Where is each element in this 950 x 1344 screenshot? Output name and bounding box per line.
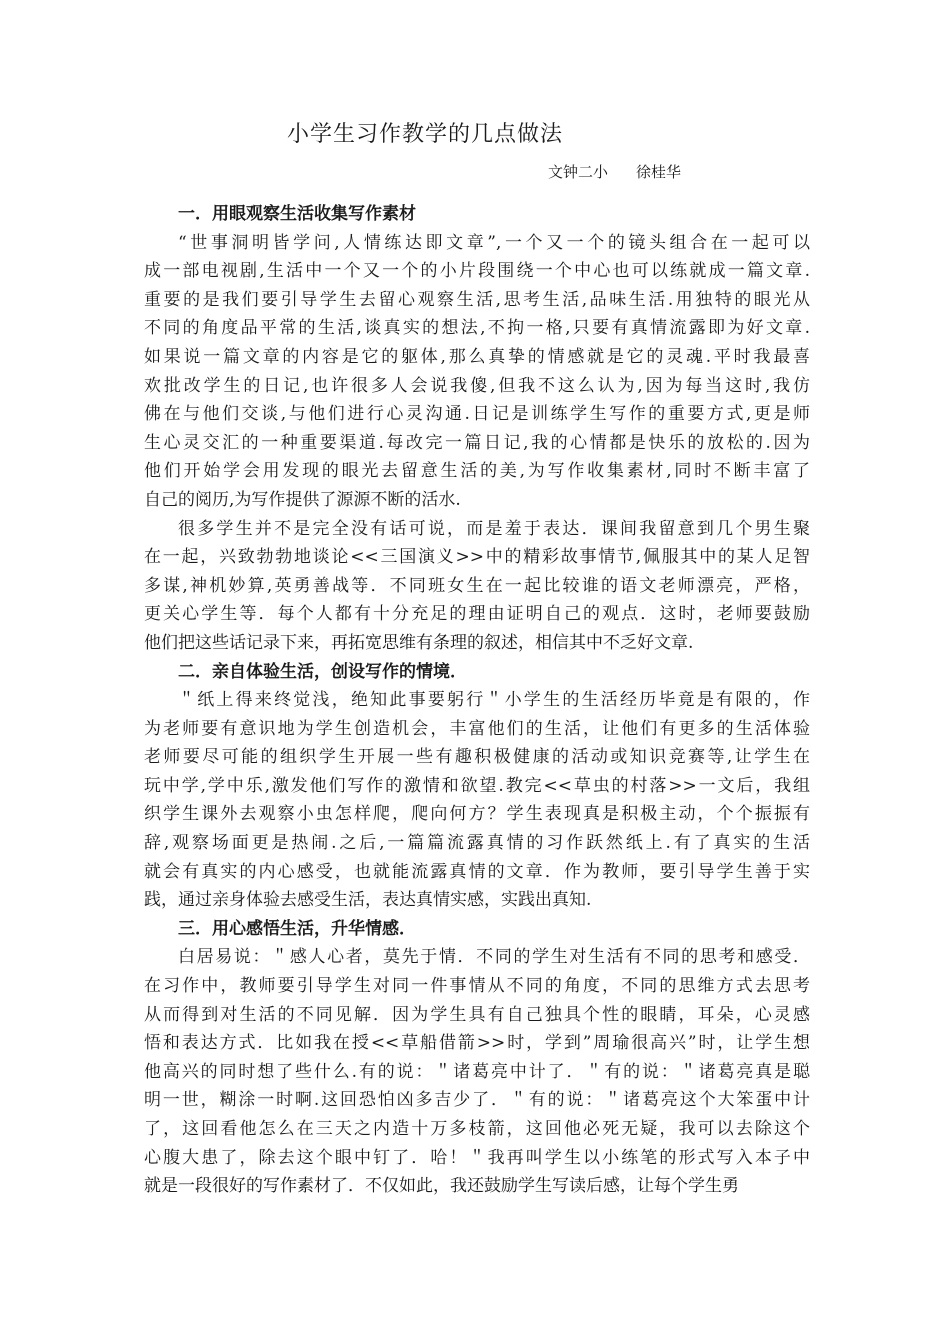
paragraph-line: 辞,观察场面更是热闹.之后,一篇篇流露真情的习作跃然纸上.有了真实的生活 <box>144 833 810 854</box>
paragraph-line: 在一起，兴致勃勃地谈论<<三国演义>>中的精彩故事情节,佩服其中的某人足智 <box>144 547 810 568</box>
paragraph-line: 玩中学,学中乐,激发他们写作的激情和欲望.教完<<草虫的村落>>一文后，我组 <box>144 775 810 796</box>
document-title: 小学生习作教学的几点做法 <box>287 122 564 147</box>
paragraph-line: 生心灵交汇的一种重要渠道.每改完一篇日记,我的心情都是快乐的放松的.因为 <box>144 432 810 453</box>
paragraph-line: 他们开始学会用发现的眼光去留意生活的美,为写作收集素材,同时不断丰富了 <box>144 461 810 482</box>
paragraph-line: 就会有真实的内心感受，也就能流露真情的文章．作为教师，要引导学生善于实 <box>144 861 810 882</box>
paragraph-line: ＂纸上得来终觉浅，绝知此事要躬行＂小学生的生活经历毕竟是有限的，作 <box>178 690 810 711</box>
paragraph-line: 欢批改学生的日记,也许很多人会说我傻,但我不这么认为,因为每当这时,我仿 <box>144 375 810 396</box>
paragraph-line: 如果说一篇文章的内容是它的躯体,那么真挚的情感就是它的灵魂.平时我最喜 <box>144 346 810 367</box>
byline <box>548 160 681 184</box>
paragraph-line: 他们把这些话记录下来，再拓宽思维有条理的叙述，相信其中不乏好文章. <box>144 632 694 653</box>
section-heading: 三．用心感悟生活，升华情感． <box>178 918 416 939</box>
paragraph-line: 多谋,神机妙算,英勇善战等．不同班女生在一起比较谁的语文老师漂亮，严格， <box>144 575 810 596</box>
document-body <box>144 200 810 1201</box>
paragraph-line: 不同的角度品平常的生活,谈真实的想法,不拘一格,只要有真情流露即为好文章. <box>144 318 810 339</box>
school-name: 文钟二小 <box>548 163 609 181</box>
paragraph-line: “世事洞明皆学问,人情练达即文章”,一个又一个的镜头组合在一起可以 <box>178 232 810 253</box>
paragraph-line: 老师要尽可能的组织学生开展一些有趣积极健康的活动或知识竞赛等,让学生在 <box>144 747 810 768</box>
paragraph-line: 成一部电视剧,生活中一个又一个的小片段围绕一个中心也可以练就成一篇文章. <box>144 261 810 282</box>
paragraph-line: 明一世，糊涂一时啊.这回恐怕凶多吉少了．＂有的说：＂诸葛亮这个大笨蛋中计 <box>144 1090 810 1111</box>
paragraph-line: 了，这回看他怎么在三天之内造十万多枝箭，这回他必死无疑，我可以去除这个 <box>144 1119 810 1139</box>
paragraph-line: 在习作中，教师要引导学生对同一件事情从不同的角度，不同的思维方式去思考 <box>144 976 810 997</box>
section-heading: 一．用眼观察生活收集写作素材 <box>178 204 416 224</box>
paragraph-line: 自己的阅历,为写作提供了源源不断的活水. <box>144 489 461 510</box>
paragraph-line: 悟和表达方式．比如我在授<<草船借箭>>时，学到”周瑜很高兴”时，让学生想 <box>144 1033 810 1054</box>
section-heading: 二．亲自体验生活，创设写作的情境． <box>178 661 467 682</box>
paragraph-line: 织学生课外去观察小虫怎样爬，爬向何方？学生表现真是积极主动，个个振振有 <box>144 804 810 825</box>
paragraph-line: 就是一段很好的写作素材了．不仅如此，我还鼓励学生写读后感，让每个学生勇 <box>144 1176 739 1197</box>
paragraph-line: 他高兴的同时想了些什么.有的说：＂诸葛亮中计了．＂有的说：＂诸葛亮真是聪 <box>144 1061 810 1082</box>
paragraph-line: 为老师要有意识地为学生创造机会，丰富他们的生活，让他们有更多的生活体验 <box>144 718 810 739</box>
paragraph-line: 从而得到对生活的不同见解．因为学生具有自己独具个性的眼睛，耳朵，心灵感 <box>144 1004 810 1025</box>
paragraph-line: 白居易说：＂感人心者，莫先于情．不同的学生对生活有不同的思考和感受． <box>178 947 810 968</box>
paragraph-line: 心腹大患了，除去这个眼中钉了．哈！＂我再叫学生以小练笔的形式写入本子中 <box>144 1147 810 1168</box>
paragraph-line: 更关心学生等．每个人都有十分充足的理由证明自己的观点．这时，老师要鼓励 <box>144 604 810 625</box>
author-name: 徐桂华 <box>636 163 682 181</box>
paragraph-line: 重要的是我们要引导学生去留心观察生活,思考生活,品味生活.用独特的眼光从 <box>144 289 810 310</box>
paragraph-line: 践，通过亲身体验去感受生活，表达真情实感，实践出真知. <box>144 890 592 911</box>
paragraph-line: 很多学生并不是完全没有话可说，而是羞于表达．课间我留意到几个男生聚 <box>178 518 810 539</box>
paragraph-line: 佛在与他们交谈,与他们进行心灵沟通.日记是训练学生写作的重要方式,更是师 <box>144 404 810 425</box>
